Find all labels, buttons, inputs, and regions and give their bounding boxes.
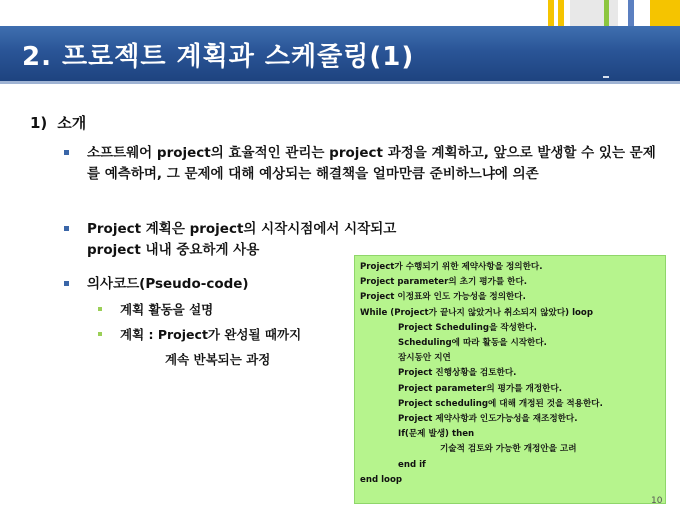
code-line: 기술적 검토와 가능한 개정안을 고려 (440, 444, 577, 455)
slide-title: 2. 프로젝트 계획과 스케줄링(1) (22, 42, 415, 72)
pseudo-code-box (354, 255, 666, 504)
code-line: Project scheduling에 대해 개정된 것을 적용한다. (398, 398, 603, 409)
code-line: Project 진행상황을 검토한다. (398, 368, 517, 379)
square-bullet-icon (64, 226, 69, 231)
sub-bullet-continuation: 계속 반복되는 과정 (165, 352, 271, 367)
bullet-text: Project 계획은 project의 시작시점에서 시작되고 project 내내 중요하게 사용 (87, 221, 397, 258)
stripe-yellow (558, 0, 564, 26)
section-number: 1) (30, 114, 48, 132)
sub-bullet-text: 계획 : Project가 완성될 때까지 (120, 327, 302, 342)
stripe-blue (628, 0, 634, 26)
code-line: Project가 수행되기 위한 제약사항을 정의한다. (360, 262, 543, 272)
section-heading (30, 112, 86, 133)
code-line: end loop (360, 474, 402, 485)
code-line: Project 제약사항과 인도가능성을 재조정한다. (398, 414, 578, 425)
stripe-yellow (548, 0, 554, 26)
code-line: Project Scheduling을 작성한다. (398, 322, 537, 333)
stripe-light (570, 0, 618, 26)
sub-bullet-text: 계획 활동을 설명 (120, 302, 214, 317)
page-number: 10 (651, 496, 663, 506)
stripe-yellow (650, 0, 680, 26)
square-bullet-icon (98, 307, 102, 311)
bullet-item (64, 143, 664, 209)
bullet-text: 소프트웨어 project의 효율적인 관리는 project 과정을 계획하고, 앞으로 발생할 수 있는 문제를 예측하며, 그 문제에 대해 예상되는 해결책을 얼마만큼 준비하느냐에 의존 (87, 145, 656, 182)
square-bullet-icon (64, 281, 69, 286)
square-bullet-icon (64, 150, 69, 155)
stripe-green (604, 0, 609, 26)
code-line: Project 이정표와 인도 가능성을 정의한다. (360, 292, 526, 303)
section-label: 소개 (57, 114, 87, 132)
bullet-text: 의사코드(Pseudo-code) (87, 276, 249, 292)
decorative-top-stripe (0, 0, 680, 26)
code-line: end if (398, 459, 426, 470)
code-line: While (Project가 끝나지 않았거나 취소되지 않았다) loop (360, 307, 593, 318)
square-bullet-icon (98, 332, 102, 336)
code-line: 잠시동안 지연 (398, 353, 451, 364)
title-mark (603, 76, 609, 78)
code-line: Project parameter의 평가를 개정한다. (398, 383, 563, 394)
code-line: Scheduling에 따라 활동을 시작한다. (398, 338, 547, 349)
code-line: If(문제 발생) then (398, 429, 475, 440)
code-line: Project parameter의 초기 평가를 한다. (360, 277, 528, 288)
title-bar (0, 26, 680, 84)
